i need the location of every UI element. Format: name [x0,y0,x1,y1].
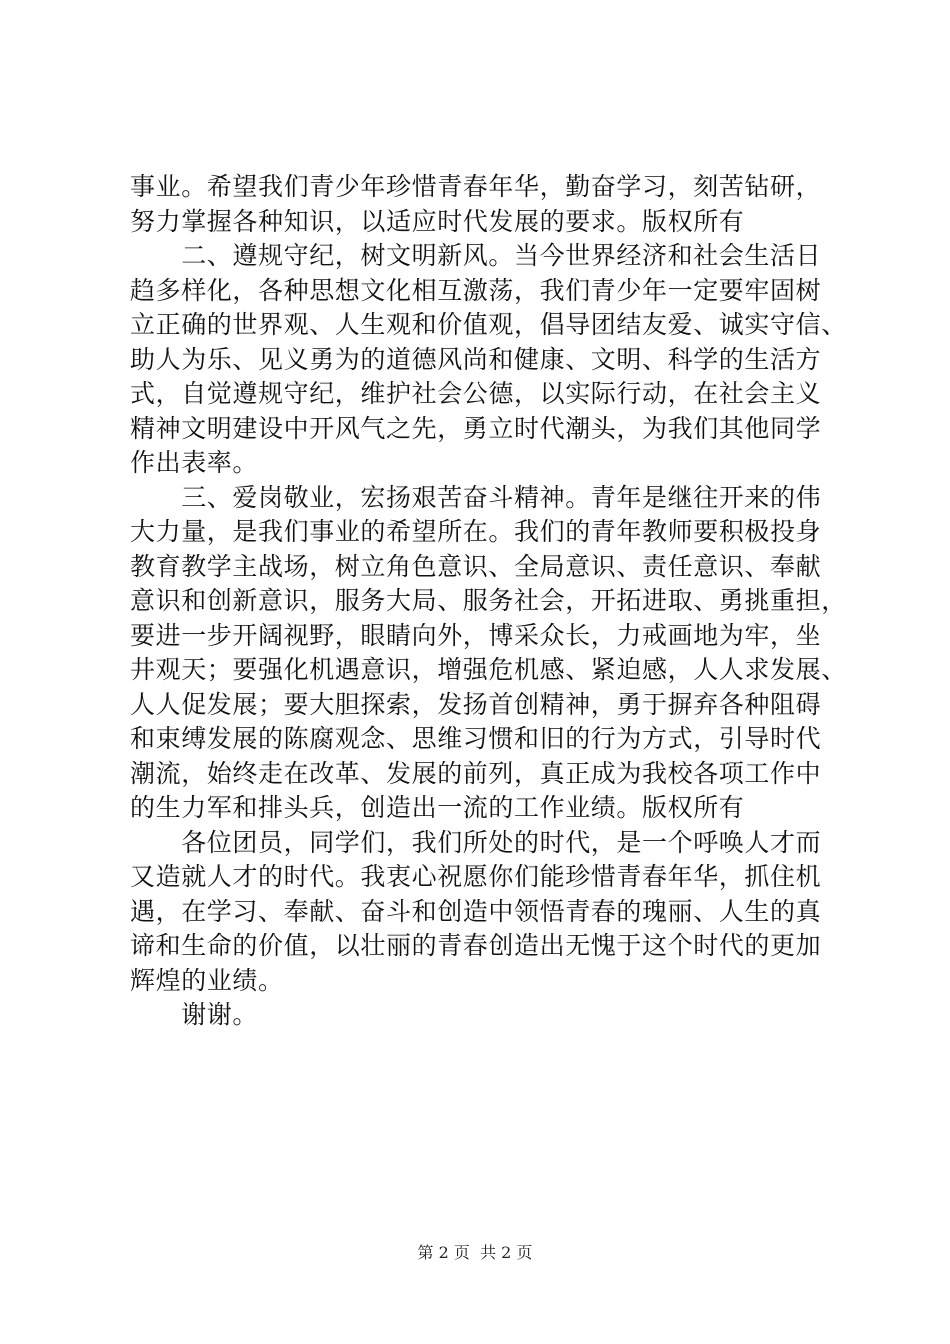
page-number-footer: 第 2 页 共 2 页 [417,1243,533,1262]
text-line: 教育教学主战场，树立角色意识、全局意识、责任意识、奉献 [130,551,822,581]
text-line: 努力掌握各种知识，以适应时代发展的要求。版权所有 [130,206,745,236]
text-line: 趋多样化，各种思想文化相互激荡，我们青少年一定要牢固树 [130,275,822,305]
text-line: 的生力军和排头兵，创造出一流的工作业绩。版权所有 [130,793,745,822]
text-line: 助人为乐、见义勇为的道德风尚和健康、文明、科学的生活方 [130,344,822,374]
document-body [130,170,850,1033]
text-line: 作出表率。 [130,448,259,477]
text-line: 大力量，是我们事业的希望所在。我们的青年教师要积极投身 [130,517,822,546]
text-line: 又造就人才的时代。我衷心祝愿你们能珍惜青春年华，抓住机 [130,862,822,891]
text-line: 井观天；要强化机遇意识，增强危机感、紧迫感，人人求发展、 [130,655,847,684]
text-line: 三、爱岗敬业，宏扬艰苦奋斗精神。青年是继往开来的伟 [130,482,822,512]
text-line: 式，自觉遵规守纪，维护社会公德，以实际行动，在社会主义 [130,379,822,408]
text-line: 二、遵规守纪，树文明新风。当今世界经济和社会生活日 [130,241,822,270]
text-line: 事业。希望我们青少年珍惜青春年华，勤奋学习，刻苦钻研， [130,172,822,201]
text-line: 要进一步开阔视野，眼睛向外，博采众长，力戒画地为牢，坐 [130,620,822,650]
text-line: 遇，在学习、奉献、奋斗和创造中领悟青春的瑰丽、人生的真 [130,896,822,926]
text-line: 谛和生命的价值，以壮丽的青春创造出无愧于这个时代的更加 [130,931,822,960]
text-line: 精神文明建设中开风气之先，勇立时代潮头，为我们其他同学 [130,413,822,443]
text-line: 辉煌的业绩。 [130,965,284,995]
text-line: 意识和创新意识，服务大局、服务社会，开拓进取、勇挑重担， [130,586,847,615]
text-line: 潮流，始终走在改革、发展的前列，真正成为我校各项工作中 [130,758,822,788]
text-line: 各位团员，同学们，我们所处的时代，是一个呼唤人才而 [130,827,822,857]
text-line: 谢谢。 [130,1000,259,1029]
text-line: 和束缚发展的陈腐观念、思维习惯和旧的行为方式，引导时代 [130,724,822,753]
text-line: 人人促发展；要大胆探索，发扬首创精神，勇于摒弃各种阻碍 [130,689,822,719]
text-line: 立正确的世界观、人生观和价值观，倡导团结友爱、诚实守信、 [130,310,847,339]
